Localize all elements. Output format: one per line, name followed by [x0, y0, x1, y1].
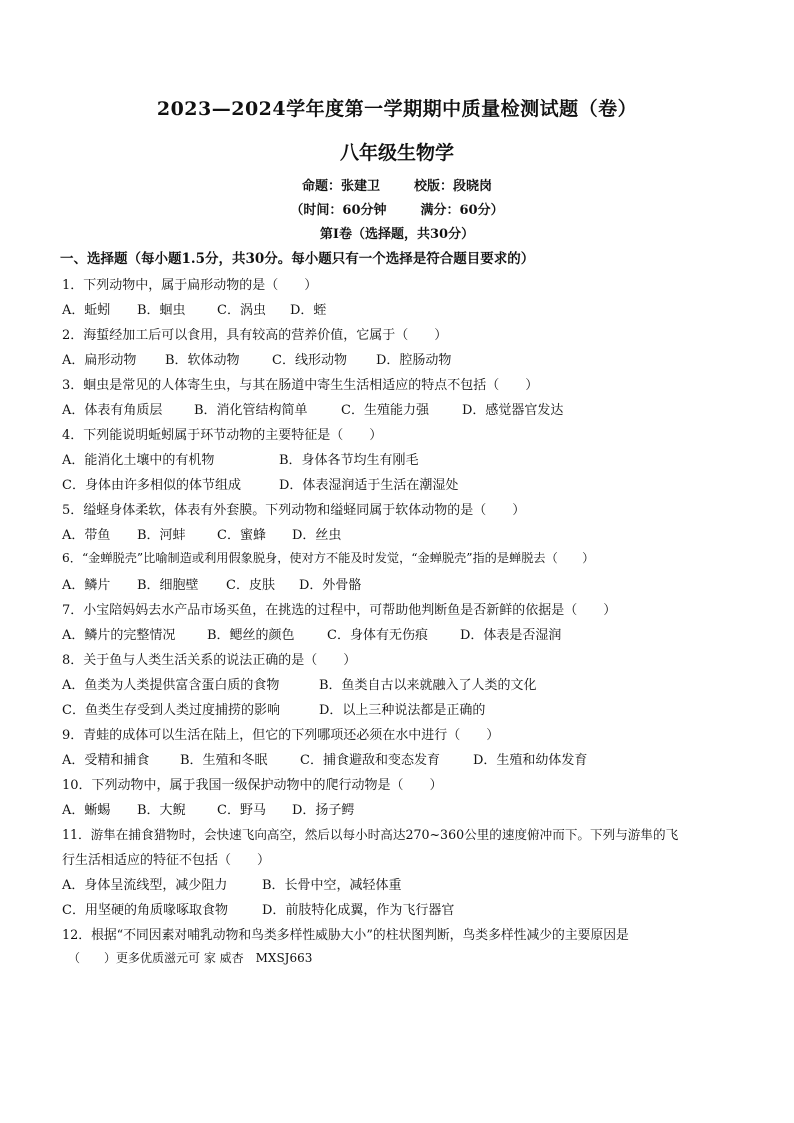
- question-stem-continued: （ ）更多优质滋元可 家 威杏 MXSJ663: [68, 951, 313, 965]
- option: C．皮肤: [226, 578, 275, 593]
- option: A．体表有角质层: [62, 403, 163, 418]
- option: C．野马: [217, 803, 266, 818]
- question-stem: 2．海蜇经加工后可以食用，具有较高的营养价值，它属于（ ）: [62, 328, 448, 343]
- exam-subtitle: 八年级生物学: [339, 142, 454, 164]
- option: A．受精和捕食: [62, 753, 150, 768]
- option: B．消化管结构简单: [194, 403, 308, 418]
- option: D．以上三种说法都是正确的: [319, 703, 486, 718]
- option: B．长骨中空，减轻体重: [262, 878, 402, 893]
- option: D．丝虫: [292, 528, 342, 543]
- option: C．身体由许多相似的体节组成: [62, 478, 241, 493]
- question-stem: 11．游隼在捕食猎物时，会快速飞向高空，然后以每小时高达270~360公里的速度俯冲而下。下列与游隼的飞: [62, 827, 679, 842]
- section-heading: 一、选择题（每小题1.5分，共30分。每小题只有一个选择是符合题目要求的）: [60, 251, 535, 267]
- question-stem: 4．下列能说明蚯蚓属于环节动物的主要特征是（ ）: [62, 428, 383, 443]
- option: D．体表是否湿润: [460, 628, 562, 643]
- option: A．能消化土壤中的有机物: [62, 453, 215, 468]
- option-row: [62, 624, 561, 643]
- option: B．鱼类自古以来就融入了人类的文化: [319, 678, 537, 693]
- proposer-text: 命题：张建卫: [301, 179, 380, 194]
- option: D．体表湿润适于生活在潮湿处: [279, 478, 459, 493]
- option: D．感觉器官发达: [462, 403, 564, 418]
- option: B．河蚌: [137, 528, 186, 543]
- option: D．扬子鳄: [292, 803, 355, 818]
- question-stem: 1．下列动物中，属于扁形动物的是（ ）: [62, 278, 318, 293]
- option: D．蛭: [290, 303, 327, 318]
- option: B．蛔虫: [137, 303, 186, 318]
- option: A．带鱼: [62, 528, 111, 543]
- option-row: [62, 524, 341, 543]
- option-row: [62, 474, 458, 493]
- option-row: [62, 874, 402, 893]
- option-row: [62, 699, 485, 718]
- question-stem: 8．关于鱼与人类生活关系的说法正确的是（ ）: [62, 653, 357, 668]
- option: C．捕食避敌和变态发育: [300, 753, 440, 768]
- option: A．蜥蜴: [62, 803, 111, 818]
- option: A．鳞片的完整情况: [62, 628, 176, 643]
- option: D．腔肠动物: [376, 353, 452, 368]
- proofreader-text: 校版：段晓岗: [414, 179, 493, 194]
- option: B．软体动物: [165, 353, 240, 368]
- option: C．鱼类生存受到人类过度捕捞的影响: [62, 703, 280, 718]
- option-row: [62, 349, 451, 368]
- option: D．外骨骼: [299, 578, 362, 593]
- option: B．大鲵: [137, 803, 186, 818]
- question-stem: 7．小宝陪妈妈去水产品市场买鱼，在挑选的过程中，可帮助他判断鱼是否新鲜的依据是（ ）: [62, 603, 617, 618]
- option: D．生殖和幼体发育: [473, 753, 588, 768]
- option: C．生殖能力强: [341, 403, 429, 418]
- option: B．身体各节均生有刚毛: [279, 453, 419, 468]
- question-stem: 5．缢蛏身体柔软，体表有外套膜。下列动物和缢蛏同属于软体动物的是（ ）: [62, 503, 526, 518]
- option: A．鱼类为人类提供富含蛋白质的食物: [62, 678, 280, 693]
- author-line: [0, 175, 794, 194]
- option: C．蜜蜂: [217, 528, 266, 543]
- question-stem: 10．下列动物中，属于我国一级保护动物中的爬行动物是（ ）: [62, 778, 443, 793]
- option-row: [62, 574, 361, 593]
- option: B．鳃丝的颜色: [207, 628, 295, 643]
- option: A．身体呈流线型，减少阻力: [62, 878, 228, 893]
- option: D．前肢特化成翼，作为飞行器官: [262, 903, 455, 918]
- option: C．身体有无伤痕: [327, 628, 428, 643]
- option: C．线形动物: [272, 353, 347, 368]
- option-row: [62, 799, 354, 818]
- option-row: [62, 899, 454, 918]
- score-text: 满分：60分）: [420, 203, 504, 218]
- question-stem: 3．蛔虫是常见的人体寄生虫，与其在肠道中寄生生活相适应的特点不包括（ ）: [62, 378, 539, 393]
- option-row: [62, 399, 563, 418]
- option: A．蚯蚓: [62, 303, 111, 318]
- question-stem: 9．青蛙的成体可以生活在陆上，但它的下列哪项还必须在水中进行（ ）: [62, 728, 500, 743]
- option-row: [62, 749, 587, 768]
- option-row: [62, 449, 419, 468]
- option-row: [62, 299, 326, 318]
- time-text: （时间：60分钟: [290, 203, 387, 218]
- option: B．细胞壁: [137, 578, 199, 593]
- question-stem: 12．根据“不同因素对哺乳动物和鸟类多样性威胁大小”的柱状图判断，鸟类多样性减少的主要原因是: [62, 928, 629, 943]
- option: A．扁形动物: [62, 353, 137, 368]
- option: A．鳞片: [62, 578, 111, 593]
- part-title: 第Ⅰ卷（选择题，共30分）: [319, 227, 475, 242]
- question-stem-continued: 行生活相适应的特征不包括（ ）: [62, 853, 271, 868]
- time-score-line: [0, 199, 794, 218]
- option-row: [62, 674, 537, 693]
- option: C．涡虫: [217, 303, 266, 318]
- option: B．生殖和冬眠: [180, 753, 268, 768]
- exam-title: 2023—2024学年度第一学期期中质量检测试题（卷）: [156, 98, 638, 120]
- option: C．用坚硬的角质喙啄取食物: [62, 903, 228, 918]
- question-stem: 6．“金蝉脱壳”比喻制造或利用假象脱身，使对方不能及时发觉，“金蝉脱壳”指的是蝉脱去（ ）: [62, 551, 595, 565]
